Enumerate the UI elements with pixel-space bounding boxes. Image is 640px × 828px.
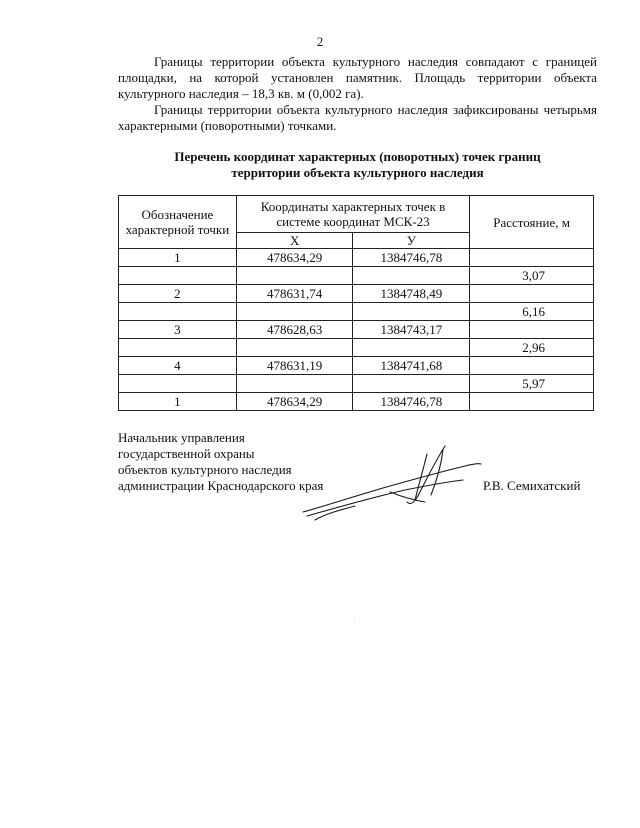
- distance-cell: 6,16: [470, 303, 594, 321]
- x-cell: 478631,19: [236, 357, 353, 375]
- position-line: объектов культурного наследия: [118, 462, 292, 477]
- x-cell: [236, 303, 353, 321]
- header-y: У: [353, 233, 470, 249]
- scan-speck: [354, 618, 355, 619]
- distance-cell: [470, 393, 594, 411]
- distance-cell: 2,96: [470, 339, 594, 357]
- x-cell: 478634,29: [236, 393, 353, 411]
- distance-cell: [470, 357, 594, 375]
- y-cell: [353, 375, 470, 393]
- position-line: администрации Краснодарского края: [118, 478, 324, 493]
- coordinates-table: [118, 195, 594, 411]
- table-row: [119, 393, 594, 411]
- y-cell: 1384746,78: [353, 249, 470, 267]
- table-row: [119, 303, 594, 321]
- point-cell: 3: [119, 321, 237, 339]
- header-coordinates: Координаты характерных точек в системе координат МСК-23: [236, 196, 469, 233]
- paragraph-points: Границы территории объекта культурного наследия зафиксированы четырьмя характерными (поворотными) точками.: [118, 102, 597, 133]
- table-row: [119, 321, 594, 339]
- point-cell: 1: [119, 249, 237, 267]
- table-row: [119, 249, 594, 267]
- y-cell: 1384743,17: [353, 321, 470, 339]
- point-cell: [119, 267, 237, 285]
- signatory-name: Р.В. Семихатский: [483, 478, 581, 493]
- distance-cell: 5,97: [470, 375, 594, 393]
- x-cell: 478631,74: [236, 285, 353, 303]
- table-row: [119, 357, 594, 375]
- handwritten-signature: [295, 440, 485, 525]
- paragraph-boundaries: Границы территории объекта культурного наследия совпадают с границей площадки, на которой установлен памятник. Площадь территории объекта культурного наследия – 18,3 кв. м (0,002 га).: [118, 54, 597, 101]
- table-title: [118, 149, 597, 181]
- position-line: Начальник управления: [118, 430, 245, 445]
- point-cell: [119, 375, 237, 393]
- distance-cell: [470, 285, 594, 303]
- table-row: [119, 375, 594, 393]
- point-cell: 1: [119, 393, 237, 411]
- x-cell: [236, 267, 353, 285]
- table-row: [119, 285, 594, 303]
- x-cell: [236, 375, 353, 393]
- x-cell: 478628,63: [236, 321, 353, 339]
- table-title-line-1: Перечень координат характерных (поворотных) точек границ: [174, 149, 541, 164]
- x-cell: 478634,29: [236, 249, 353, 267]
- point-cell: [119, 303, 237, 321]
- y-cell: [353, 303, 470, 321]
- distance-cell: 3,07: [470, 267, 594, 285]
- x-cell: [236, 339, 353, 357]
- point-cell: 2: [119, 285, 237, 303]
- header-x: Х: [236, 233, 353, 249]
- distance-cell: [470, 249, 594, 267]
- signatory-position: [118, 430, 323, 494]
- y-cell: 1384741,68: [353, 357, 470, 375]
- header-point-designation: Обозначение характерной точки: [119, 196, 237, 249]
- distance-cell: [470, 321, 594, 339]
- table-row: [119, 267, 594, 285]
- table-title-line-2: территории объекта культурного наследия: [231, 165, 484, 180]
- y-cell: 1384748,49: [353, 285, 470, 303]
- point-cell: [119, 339, 237, 357]
- table-row: [119, 339, 594, 357]
- y-cell: [353, 339, 470, 357]
- page-number: 2: [316, 34, 324, 49]
- header-distance: Расстояние, м: [470, 196, 594, 249]
- y-cell: 1384746,78: [353, 393, 470, 411]
- y-cell: [353, 267, 470, 285]
- position-line: государственной охраны: [118, 446, 255, 461]
- point-cell: 4: [119, 357, 237, 375]
